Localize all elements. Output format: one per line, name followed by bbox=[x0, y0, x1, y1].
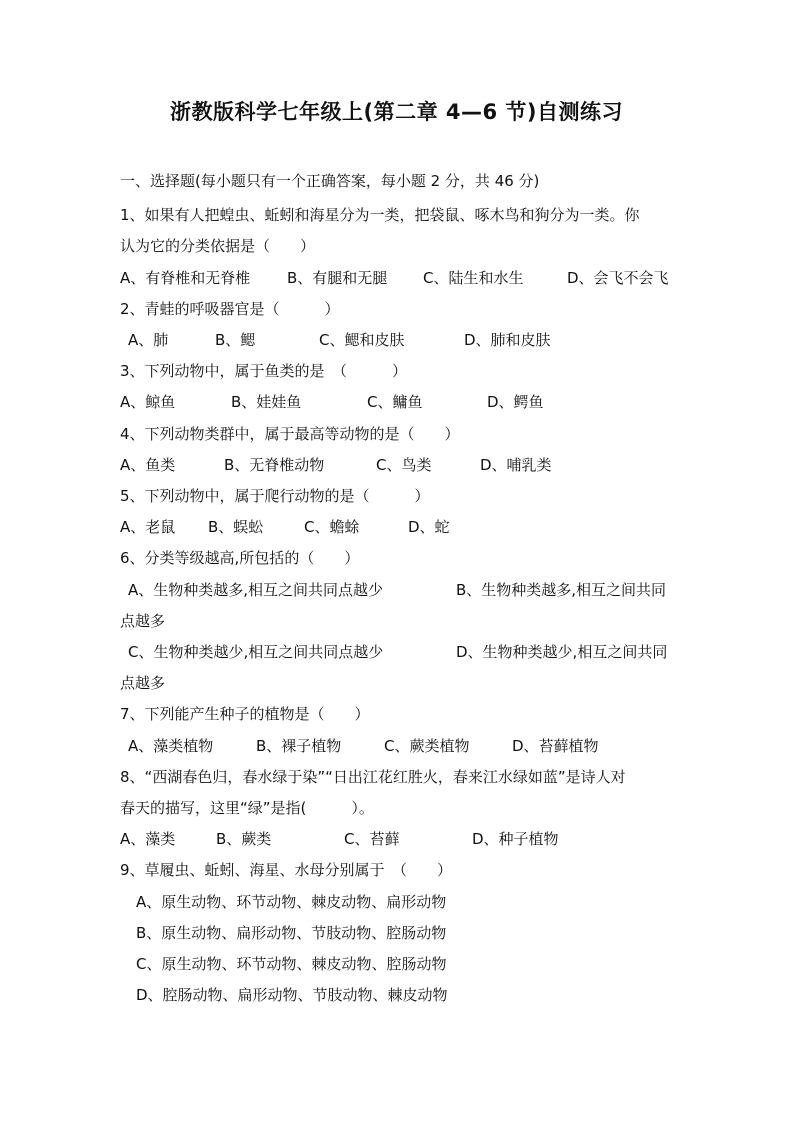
question-6-option-d: D、生物种类越少,相互之间共同 bbox=[456, 643, 668, 661]
question-9-option-b: B、原生动物、扁形动物、节肢动物、腔肠动物 bbox=[136, 924, 447, 942]
question-5-option-d: D、蛇 bbox=[408, 518, 450, 536]
question-9-option-d: D、腔肠动物、扁形动物、节肢动物、棘皮动物 bbox=[136, 986, 448, 1004]
page-title: 浙教版科学七年级上(第二章 4—6 节)自测练习 bbox=[169, 100, 624, 124]
question-7-stem: 7、下列能产生种子的植物是（ ） bbox=[120, 705, 370, 723]
question-8-stem-line2: 春天的描写，这里“绿”是指( ）。 bbox=[120, 799, 374, 817]
question-6-option-b: B、生物种类越多,相互之间共同 bbox=[456, 581, 667, 599]
question-4-option-b: B、无脊椎动物 bbox=[224, 456, 325, 474]
question-9-option-c: C、原生动物、环节动物、棘皮动物、腔肠动物 bbox=[136, 955, 447, 973]
question-1-option-b: B、有腿和无腿 bbox=[287, 269, 388, 287]
question-2-option-d: D、肺和皮肤 bbox=[464, 331, 551, 349]
question-3-stem: 3、下列动物中，属于鱼类的是 （ ） bbox=[120, 362, 408, 380]
question-8-option-b: B、蕨类 bbox=[216, 830, 272, 848]
question-4-option-a: A、鱼类 bbox=[120, 456, 176, 474]
question-8-option-c: C、苔藓 bbox=[344, 830, 400, 848]
question-5-option-c: C、蟾蜍 bbox=[304, 518, 360, 536]
question-4-stem: 4、下列动物类群中，属于最高等动物的是（ ） bbox=[120, 425, 460, 443]
question-2-stem: 2、青蛙的呼吸器官是（ ） bbox=[120, 300, 340, 318]
question-6-stem: 6、分类等级越高,所包括的（ ） bbox=[120, 549, 360, 567]
question-8-stem-line1: 8、“西湖春色归，春水绿于染”“日出江花红胜火，春来江水绿如蓝”是诗人对 bbox=[120, 768, 626, 786]
question-7-option-d: D、苔藓植物 bbox=[512, 737, 599, 755]
question-4-option-c: C、鸟类 bbox=[376, 456, 432, 474]
question-4-option-d: D、哺乳类 bbox=[480, 456, 552, 474]
question-1-stem-line2: 认为它的分类依据是（ ） bbox=[120, 237, 316, 255]
question-6-option-d-wrap: 点越多 bbox=[120, 674, 166, 692]
question-1-stem-line1: 1、如果有人把蝗虫、蚯蚓和海星分为一类，把袋鼠、啄木鸟和狗分为一类。你 bbox=[120, 206, 640, 224]
question-3-option-d: D、鳄鱼 bbox=[487, 393, 544, 411]
question-2-option-b: B、鳃 bbox=[215, 331, 256, 349]
question-5-stem: 5、下列动物中，属于爬行动物的是（ ） bbox=[120, 487, 430, 505]
question-3-option-a: A、鲸鱼 bbox=[120, 393, 176, 411]
question-7-option-a: A、藻类植物 bbox=[128, 737, 214, 755]
question-9-option-a: A、原生动物、环节动物、棘皮动物、扁形动物 bbox=[136, 893, 447, 911]
question-1-option-c: C、陆生和水生 bbox=[423, 269, 524, 287]
question-6-option-b-wrap: 点越多 bbox=[120, 612, 166, 630]
question-6-option-c: C、生物种类越少,相互之间共同点越少 bbox=[128, 643, 384, 661]
question-1-option-d: D、会飞不会飞 bbox=[567, 269, 669, 287]
question-1-option-a: A、有脊椎和无脊椎 bbox=[120, 269, 251, 287]
question-7-option-c: C、蕨类植物 bbox=[384, 737, 470, 755]
question-5-option-b: B、蜈蚣 bbox=[208, 518, 264, 536]
question-8-option-d: D、种子植物 bbox=[472, 830, 559, 848]
question-2-option-c: C、鳃和皮肤 bbox=[319, 331, 405, 349]
question-3-option-c: C、鳙鱼 bbox=[367, 393, 423, 411]
question-3-option-b: B、娃娃鱼 bbox=[231, 393, 302, 411]
question-8-option-a: A、藻类 bbox=[120, 830, 176, 848]
question-7-option-b: B、裸子植物 bbox=[256, 737, 342, 755]
section-heading: 一、选择题(每小题只有一个正确答案，每小题 2 分，共 46 分) bbox=[120, 172, 540, 190]
question-2-option-a: A、肺 bbox=[128, 331, 169, 349]
question-6-option-a: A、生物种类越多,相互之间共同点越少 bbox=[128, 581, 384, 599]
question-5-option-a: A、老鼠 bbox=[120, 518, 176, 536]
question-9-stem: 9、草履虫、蚯蚓、海星、水母分别属于 （ ） bbox=[120, 861, 453, 879]
